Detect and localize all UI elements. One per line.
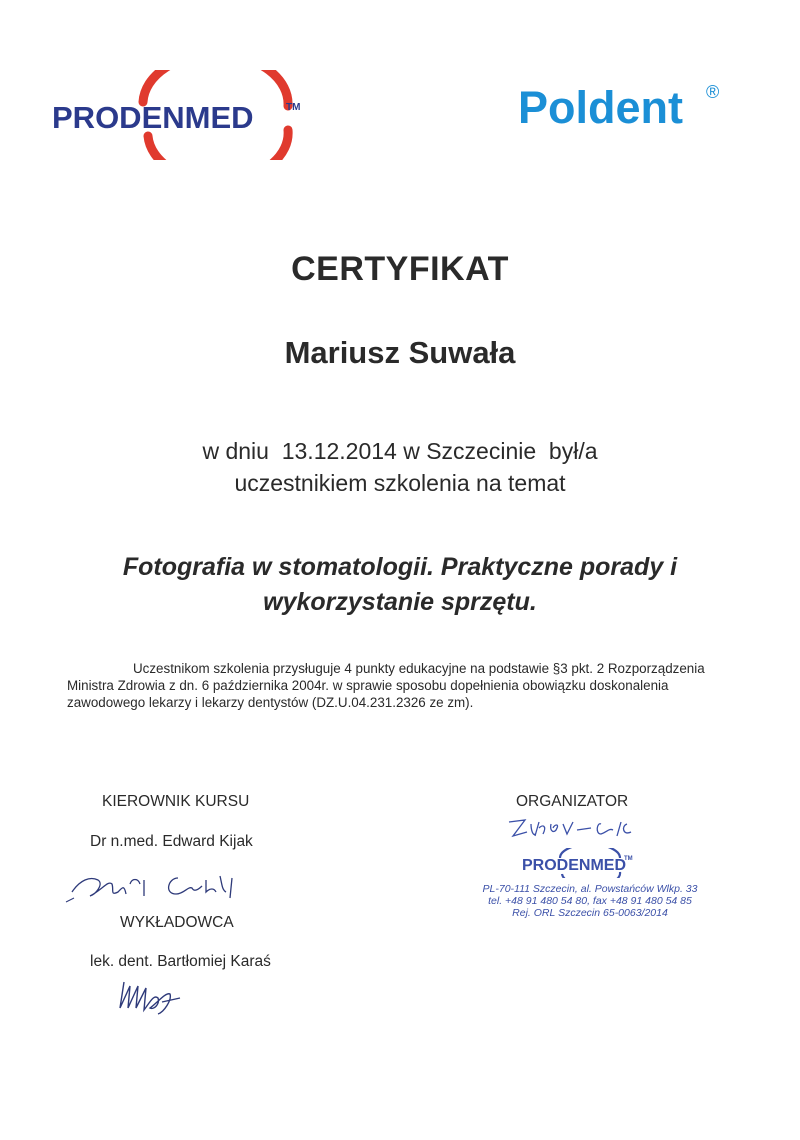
participant-line: uczestnikiem szkolenia na temat — [234, 470, 566, 496]
date-location-line: w dniu 13.12.2014 w Szczecinie był/a — [202, 438, 598, 464]
prodenmed-tm: TM — [286, 102, 301, 113]
stamp-brand-text: PRODENMED — [522, 857, 627, 874]
stamp-address: PL-70-111 Szczecin, al. Powstańców Wlkp. 33 — [482, 883, 698, 895]
poldent-registered: ® — [706, 82, 720, 102]
stamp-prodenmed-logo — [520, 848, 650, 878]
stamp-contact: tel. +48 91 480 54 80, fax +48 91 480 54 85 — [488, 895, 692, 907]
poldent-logo-text: Poldent — [518, 82, 683, 133]
training-topic-line2: wykorzystanie sprzętu. — [263, 588, 537, 616]
prodenmed-logo-text: PRODENMED — [52, 100, 254, 135]
lecturer-label: WYKŁADOWCA — [120, 914, 234, 931]
lecturer-name: lek. dent. Bartłomiej Karaś — [90, 953, 271, 970]
organizer-label: ORGANIZATOR — [516, 793, 629, 810]
organizer-stamp — [470, 848, 710, 938]
stamp-brand-tm: TM — [624, 856, 633, 862]
organizer-signature — [505, 812, 665, 842]
lecturer-signature — [110, 972, 200, 1022]
course-director-label: KIEROWNIK KURSU — [102, 793, 250, 810]
poldent-logo — [518, 76, 748, 136]
legal-notice-line3: zawodowego lekarzy i lekarzy dentystów (DZ.U.04.231.2326 ze zm). — [67, 695, 474, 710]
prodenmed-logo — [48, 70, 348, 160]
legal-notice-line2: Ministra Zdrowia z dn. 6 października 2004r. w sprawie sposobu dopełnienia obowiązku doskonalenia — [67, 678, 669, 693]
certificate-title: CERTYFIKAT — [291, 250, 509, 288]
recipient-name: Mariusz Suwała — [284, 335, 516, 370]
course-director-name: Dr n.med. Edward Kijak — [90, 833, 253, 850]
legal-notice — [67, 660, 737, 711]
stamp-registry: Rej. ORL Szczecin 65-0063/2014 — [512, 907, 668, 919]
training-topic-line1: Fotografia w stomatologii. Praktyczne porady i — [122, 553, 678, 581]
legal-notice-line1: Uczestnikom szkolenia przysługuje 4 punkty edukacyjne na podstawie §3 pkt. 2 Rozporządzenia — [133, 661, 705, 676]
course-director-signature — [60, 850, 260, 910]
